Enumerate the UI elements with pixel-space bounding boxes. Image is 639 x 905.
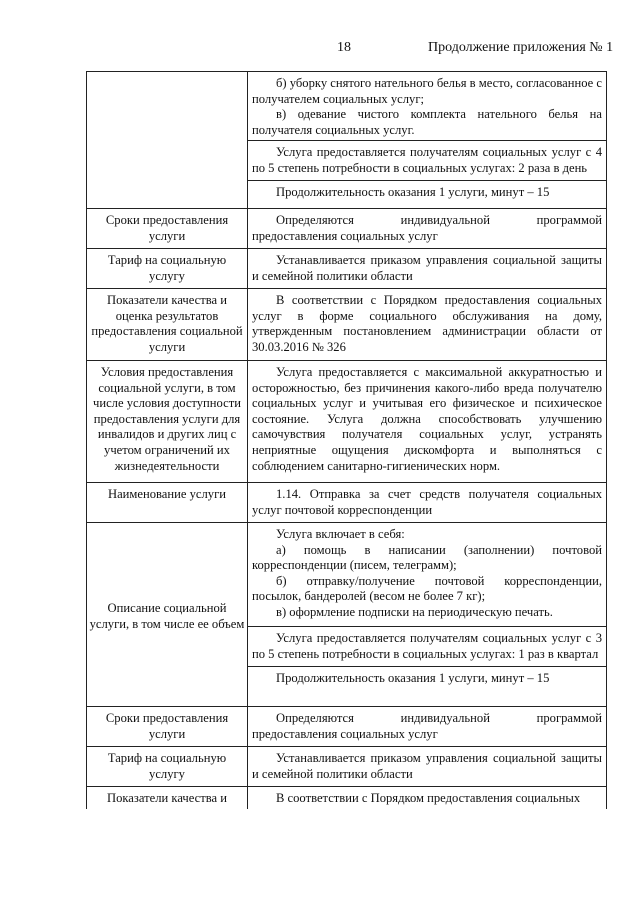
value-cell [248,627,607,667]
table-row [87,209,607,249]
value-cell [248,209,607,249]
table-row [87,747,607,787]
paragraph: в) одевание чистого комплекта нательного белья на получателя социальных услуг. [252,107,602,137]
value-cell [248,141,607,181]
table-row [87,787,607,809]
paragraph: Определяются индивидуальной программой предоставления социальных услуг [252,213,602,243]
paragraph: В соответствии с Порядком предоставления социальных [276,791,581,805]
page-number: 18 [337,40,351,55]
table-row [87,707,607,747]
empty-label-cell [87,72,248,209]
value-cell [248,289,607,361]
paragraph: Продолжительность оказания 1 услуги, минут – 15 [276,671,550,685]
table-row [87,523,607,627]
value-cell [248,249,607,289]
label-cell: Показатели качества и оценка результатов предоставления социальной услуги [87,289,248,361]
label-cell: Сроки предоставления услуги [87,209,248,249]
paragraph: Услуга предоставляется получателям социальных услуг с 4 по 5 степень потребности в социальных услугах: 2 раза в день [252,145,602,175]
table-row [87,249,607,289]
table-row [87,361,607,483]
label-cell: Наименование услуги [87,483,248,523]
paragraph: Устанавливается приказом управления социальной защиты и семейной политики области [252,751,602,781]
value-cell [248,747,607,787]
value-cell [248,483,607,523]
value-cell [248,523,607,627]
paragraph: а) помощь в написании (заполнении) почтовой корреспонденции (писем, телеграмм); [252,542,602,573]
paragraph: Услуга предоставляется с максимальной аккуратностью и осторожностью, без причинения какого-либо вреда получателю социальных услуг и учитывая его физическое и психическое состояние. Услуга должна способствовать улучшению самочувствия получателя социальных услуг, устранять неприятные ощущения дискомфорта и выполняться с соблюдением санитарно-гигиенических норм. [252,365,602,473]
value-cell [248,72,607,141]
services-table [86,71,607,809]
paragraph: Определяются индивидуальной программой предоставления социальных услуг [252,711,602,741]
continuation-caption: Продолжение приложения № 1 [428,40,614,55]
label-cell: Условия предоставления социальной услуги, в том числе условия доступности предоставления услуги для инвалидов и других лиц с учетом ограничений их жизнедеятельности [87,361,248,483]
paragraph: В соответствии с Порядком предоставления социальных услуг в форме социального обслуживания на дому, утвержденным постановлением администрации области от 30.03.2016 № 326 [252,293,602,354]
value-cell [248,667,607,707]
paragraph: б) уборку снятого нательного белья в место, согласованное с получателем социальных услуг; [252,76,602,106]
value-cell [248,181,607,209]
label-cell: Описание социальной услуги, в том числе ее объем [87,523,248,707]
table-row [87,483,607,523]
table-row [87,289,607,361]
paragraph: б) отправку/получение почтовой корреспонденции, посылок, бандеролей (весом не более 7 кг); [252,573,602,604]
value-cell [248,361,607,483]
label-cell: Тариф на социальную услугу [87,747,248,787]
paragraph: Устанавливается приказом управления социальной защиты и семейной политики области [252,253,602,283]
paragraph: в) оформление подписки на периодическую печать. [276,604,553,619]
table-row [87,72,607,141]
label-cell: Сроки предоставления услуги [87,707,248,747]
paragraph: Продолжительность оказания 1 услуги, минут – 15 [276,185,550,199]
label-cell: Показатели качества и [87,787,248,809]
paragraph: Услуга предоставляется получателям социальных услуг с 3 по 5 степень потребности в социальных услугах: 1 раз в квартал [252,631,602,661]
paragraph: Услуга включает в себя: [276,527,405,541]
value-cell [248,787,607,809]
paragraph: 1.14. Отправка за счет средств получателя социальных услуг почтовой корреспонденции [252,487,602,517]
value-cell [248,707,607,747]
label-cell: Тариф на социальную услугу [87,249,248,289]
